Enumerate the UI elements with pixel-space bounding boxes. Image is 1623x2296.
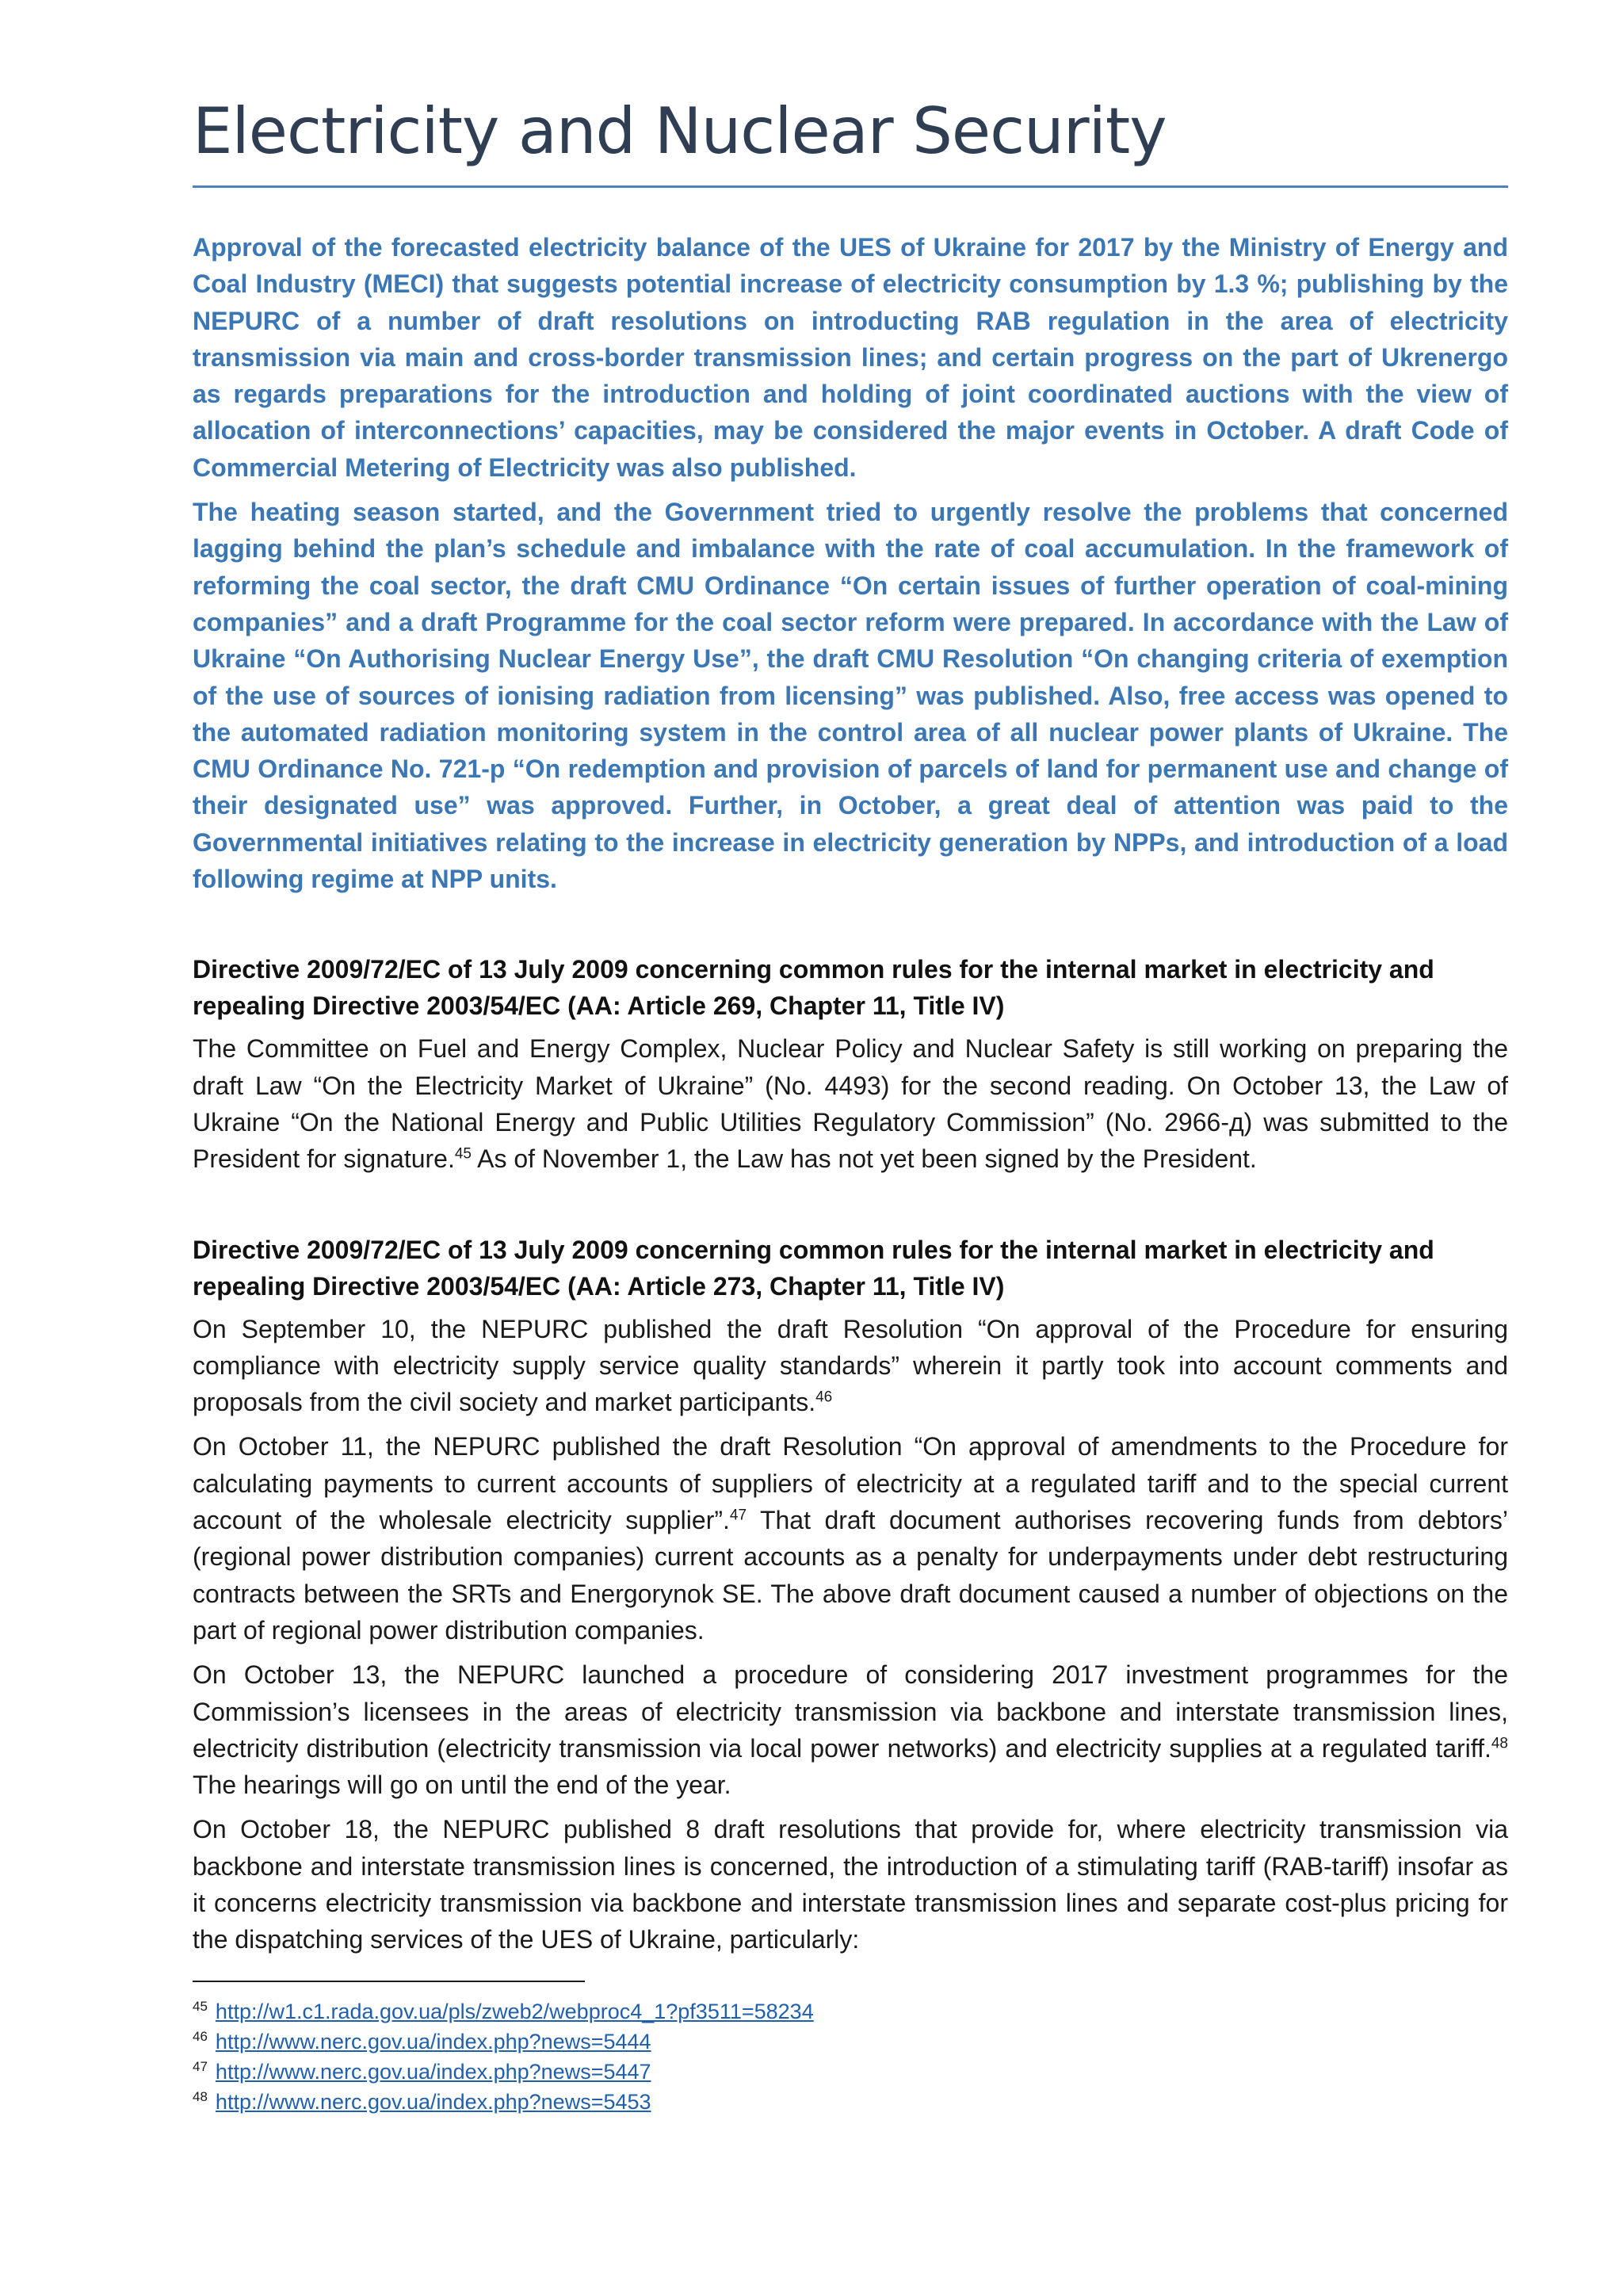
body-paragraph — [193, 1656, 1508, 1803]
footnote-link[interactable]: http://www.nerc.gov.ua/index.php?news=5447 — [215, 2059, 651, 2084]
paragraph-text: On September 10, the NEPURC published the draft Resolution “On approval of the Procedure for ensuring compliance with electricity supply service quality standards” wherein it partly took into account comments and proposals from the civil society and market participants. — [193, 1314, 1508, 1417]
paragraph-text: The hearings will go on until the end of the year. — [193, 1771, 731, 1800]
paragraph-text: On October 11, the NEPURC published the draft Resolution “On approval of amendments to the Procedure for calculating payments to current accounts of suppliers of electricity at a regulated tariff and to the special current account of the wholesale electricity supplier”. — [193, 1432, 1508, 1535]
footnote-number: 45 — [193, 1998, 208, 2014]
footnote-ref[interactable]: 48 — [1491, 1735, 1508, 1752]
footnote — [193, 2087, 1508, 2117]
section-article-269 — [193, 951, 1508, 1177]
footnote-ref[interactable]: 47 — [729, 1507, 747, 1524]
section-body — [193, 1311, 1508, 1958]
section-heading: Directive 2009/72/EC of 13 July 2009 concerning common rules for the internal market in electricity and repealing Directive 2003/54/EC (AA: Article 269, Chapter 11, Title IV) — [193, 955, 1434, 1021]
section-body — [193, 1030, 1508, 1177]
paragraph-text: As of November 1, the Law has not yet been signed by the President. — [471, 1144, 1257, 1174]
page-content — [193, 95, 1508, 2117]
footnote-ref[interactable]: 45 — [454, 1145, 472, 1163]
footnote-number: 48 — [193, 2088, 208, 2104]
footnote-ref[interactable]: 46 — [815, 1389, 833, 1406]
title-underline — [193, 185, 1508, 188]
paragraph-text: The Committee on Fuel and Energy Complex, Nuclear Policy and Nuclear Safety is still working on preparing the draft Law “On the Electricity Market of Ukraine” (No. 4493) for the second reading. On October 13, the Law of Ukraine “On the National Energy and Public Utilities Regulatory Commission” (No. 2966-д) was submitted to the President for signature. — [193, 1034, 1508, 1174]
body-paragraph: On October 18, the NEPURC published 8 draft resolutions that provide for, where electricity transmission via backbone and interstate transmission lines is concerned, the introduction of a stimulating tariff (RAB-tariff) insofar as it concerns electricity transmission via backbone and interstate transmission lines and separate cost-plus pricing for the dispatching services of the UES of Ukraine, particularly: — [193, 1815, 1508, 1954]
footnote — [193, 2027, 1508, 2057]
intro-summary — [193, 229, 1508, 897]
paragraph-text: That draft document authorises recovering funds from debtors’ (regional power distribution companies) current accounts as a penalty for underpayments under debt restructuring contracts between the SRTs and Energorynok SE. The above draft document caused a number of objections on the part of regional power distribution companies. — [193, 1506, 1509, 1645]
section-article-273 — [193, 1232, 1508, 1958]
footnote-link[interactable]: http://www.nerc.gov.ua/index.php?news=5453 — [215, 2089, 651, 2114]
section-heading: Directive 2009/72/EC of 13 July 2009 concerning common rules for the internal market in electricity and repealing Directive 2003/54/EC (AA: Article 273, Chapter 11, Title IV) — [193, 1235, 1434, 1301]
footnotes — [193, 1996, 1508, 2117]
intro-paragraph: Approval of the forecasted electricity balance of the UES of Ukraine for 2017 by the Ministry of Energy and Coal Industry (MECI) that suggests potential increase of electricity consumption by 1.3 %; publishing by the NEPURC of a number of draft resolutions on introducting RAB regulation in the area of electricity transmission via main and cross-border transmission lines; and certain progress on the part of Ukrenergo as regards preparations for the introduction and holding of joint coordinated auctions with the view of allocation of interconnections’ capacities, may be considered the major events in October. A draft Code of Commercial Metering of Electricity was also published. — [193, 233, 1508, 482]
footnote-link[interactable]: http://w1.c1.rada.gov.ua/pls/zweb2/webproc4_1?pf3511=58234 — [215, 1999, 814, 2023]
footnote-number: 46 — [193, 2028, 208, 2044]
page-title: Electricity and Nuclear Security — [193, 94, 1167, 168]
footnote-link[interactable]: http://www.nerc.gov.ua/index.php?news=5444 — [215, 2029, 651, 2053]
footnote-separator — [193, 1981, 585, 1982]
body-paragraph — [193, 1311, 1508, 1421]
footnote — [193, 2057, 1508, 2087]
paragraph-text: On October 13, the NEPURC launched a procedure of considering 2017 investment programmes for the Commission’s licensees in the areas of electricity transmission via backbone and interstate transmission lines, electricity distribution (electricity transmission via local power networks) and electricity supplies at a regulated tariff. — [193, 1660, 1508, 1763]
intro-paragraph: The heating season started, and the Government tried to urgently resolve the problems that concerned lagging behind the plan’s schedule and imbalance with the rate of coal accumulation. In the framework of reforming the coal sector, the draft CMU Ordinance “On certain issues of further operation of coal-mining companies” and a draft Programme for the coal sector reform were prepared. In accordance with the Law of Ukraine “On Authorising Nuclear Energy Use”, the draft CMU Resolution “On changing criteria of exemption of the use of sources of ionising radiation from licensing” was published. Also, free access was opened to the automated radiation monitoring system in the control area of all nuclear power plants of Ukraine. The CMU Ordinance No. 721-p “On redemption and provision of parcels of land for permanent use and change of their designated use” was approved. Further, in October, a great deal of attention was paid to the Governmental initiatives relating to the increase in electricity generation by NPPs, and introduction of a load following regime at NPP units. — [193, 498, 1508, 894]
body-paragraph — [193, 1030, 1508, 1177]
footnote-number: 47 — [193, 2058, 208, 2074]
footnote — [193, 1996, 1508, 2027]
body-paragraph — [193, 1428, 1508, 1648]
